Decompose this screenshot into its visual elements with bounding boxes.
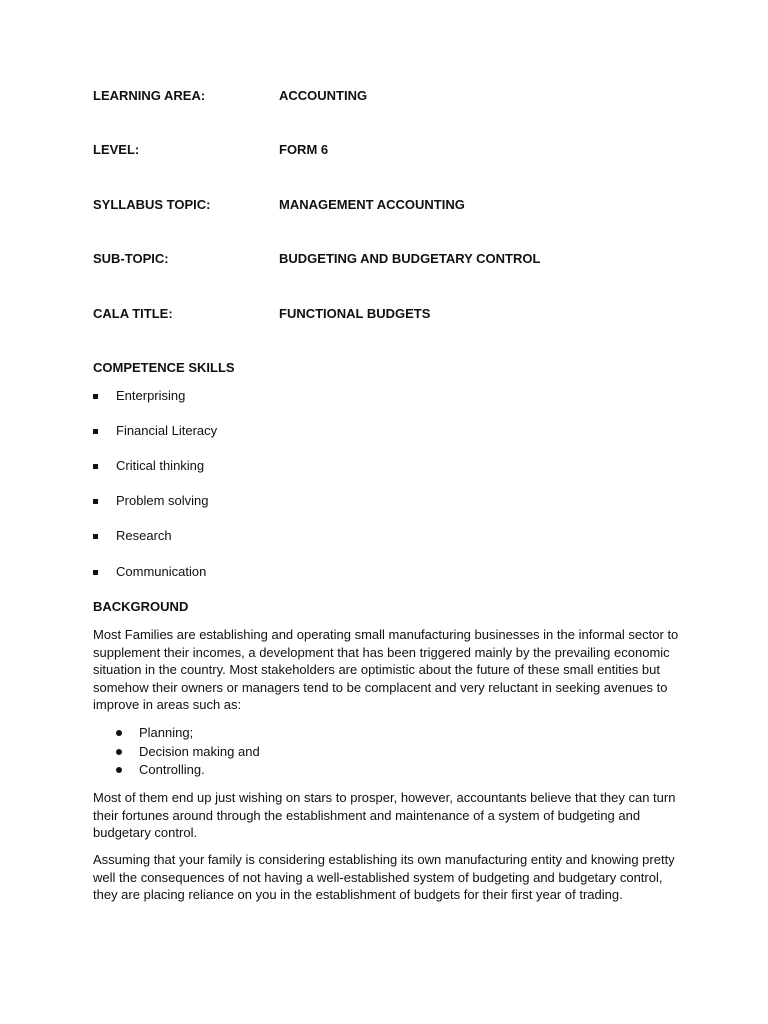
sub-topic-row [93, 250, 693, 268]
area-text: Decision making and [139, 744, 260, 759]
square-bullet-icon [93, 499, 98, 504]
cala-title-label: CALA TITLE: [93, 306, 173, 321]
square-bullet-icon [93, 429, 98, 434]
skill-text: Problem solving [116, 493, 209, 508]
cala-title-row [93, 305, 693, 323]
square-bullet-icon [93, 394, 98, 399]
square-bullet-icon [93, 534, 98, 539]
background-heading: BACKGROUND [93, 599, 189, 614]
area-text: Planning; [139, 725, 194, 740]
syllabus-topic-value: MANAGEMENT ACCOUNTING [279, 197, 465, 212]
area-text: Controlling. [139, 762, 205, 777]
skill-text: Critical thinking [116, 458, 205, 473]
skill-text: Financial Literacy [116, 423, 218, 438]
skill-text: Enterprising [116, 388, 186, 403]
background-paragraph-3: Assuming that your family is considering establishing its own manufacturing entity and knowing pretty well the consequences of not having a well-established system of budgeting and budgetary control, they are placing reliance on you in the establishment of budgets for their first year of trading. [93, 852, 675, 903]
skill-text: Communication [116, 564, 207, 579]
syllabus-topic-row [93, 196, 693, 214]
learning-area-value: ACCOUNTING [279, 88, 368, 103]
background-paragraph-1: Most Families are establishing and operating small manufacturing businesses in the informal sector to supplement their incomes, a development that has been triggered mainly by the prevailing economic situation in the country. Most stakeholders are optimistic about the future of these small entities but somehow their owners or managers tend to be complacent and very reluctant in seeking avenues to improve in areas such as: [93, 627, 679, 713]
learning-area-row [93, 87, 693, 105]
level-value: FORM 6 [279, 142, 329, 157]
syllabus-topic-label: SYLLABUS TOPIC: [93, 197, 211, 212]
competence-skills-heading: COMPETENCE SKILLS [93, 360, 235, 375]
square-bullet-icon [93, 464, 98, 469]
level-label: LEVEL: [93, 142, 140, 157]
level-row [93, 141, 693, 159]
round-bullet-icon [116, 749, 122, 755]
background-paragraph-2: Most of them end up just wishing on stars to prosper, however, accountants believe that they can turn their fortunes around through the establishment and maintenance of a system of budgeting and budgetary control. [93, 790, 676, 841]
sub-topic-value: BUDGETING AND BUDGETARY CONTROL [279, 251, 541, 266]
round-bullet-icon [116, 767, 122, 773]
sub-topic-label: SUB-TOPIC: [93, 251, 169, 266]
round-bullet-icon [116, 730, 122, 736]
skill-text: Research [116, 528, 172, 543]
learning-area-label: LEARNING AREA: [93, 88, 206, 103]
square-bullet-icon [93, 570, 98, 575]
cala-title-value: FUNCTIONAL BUDGETS [279, 306, 431, 321]
